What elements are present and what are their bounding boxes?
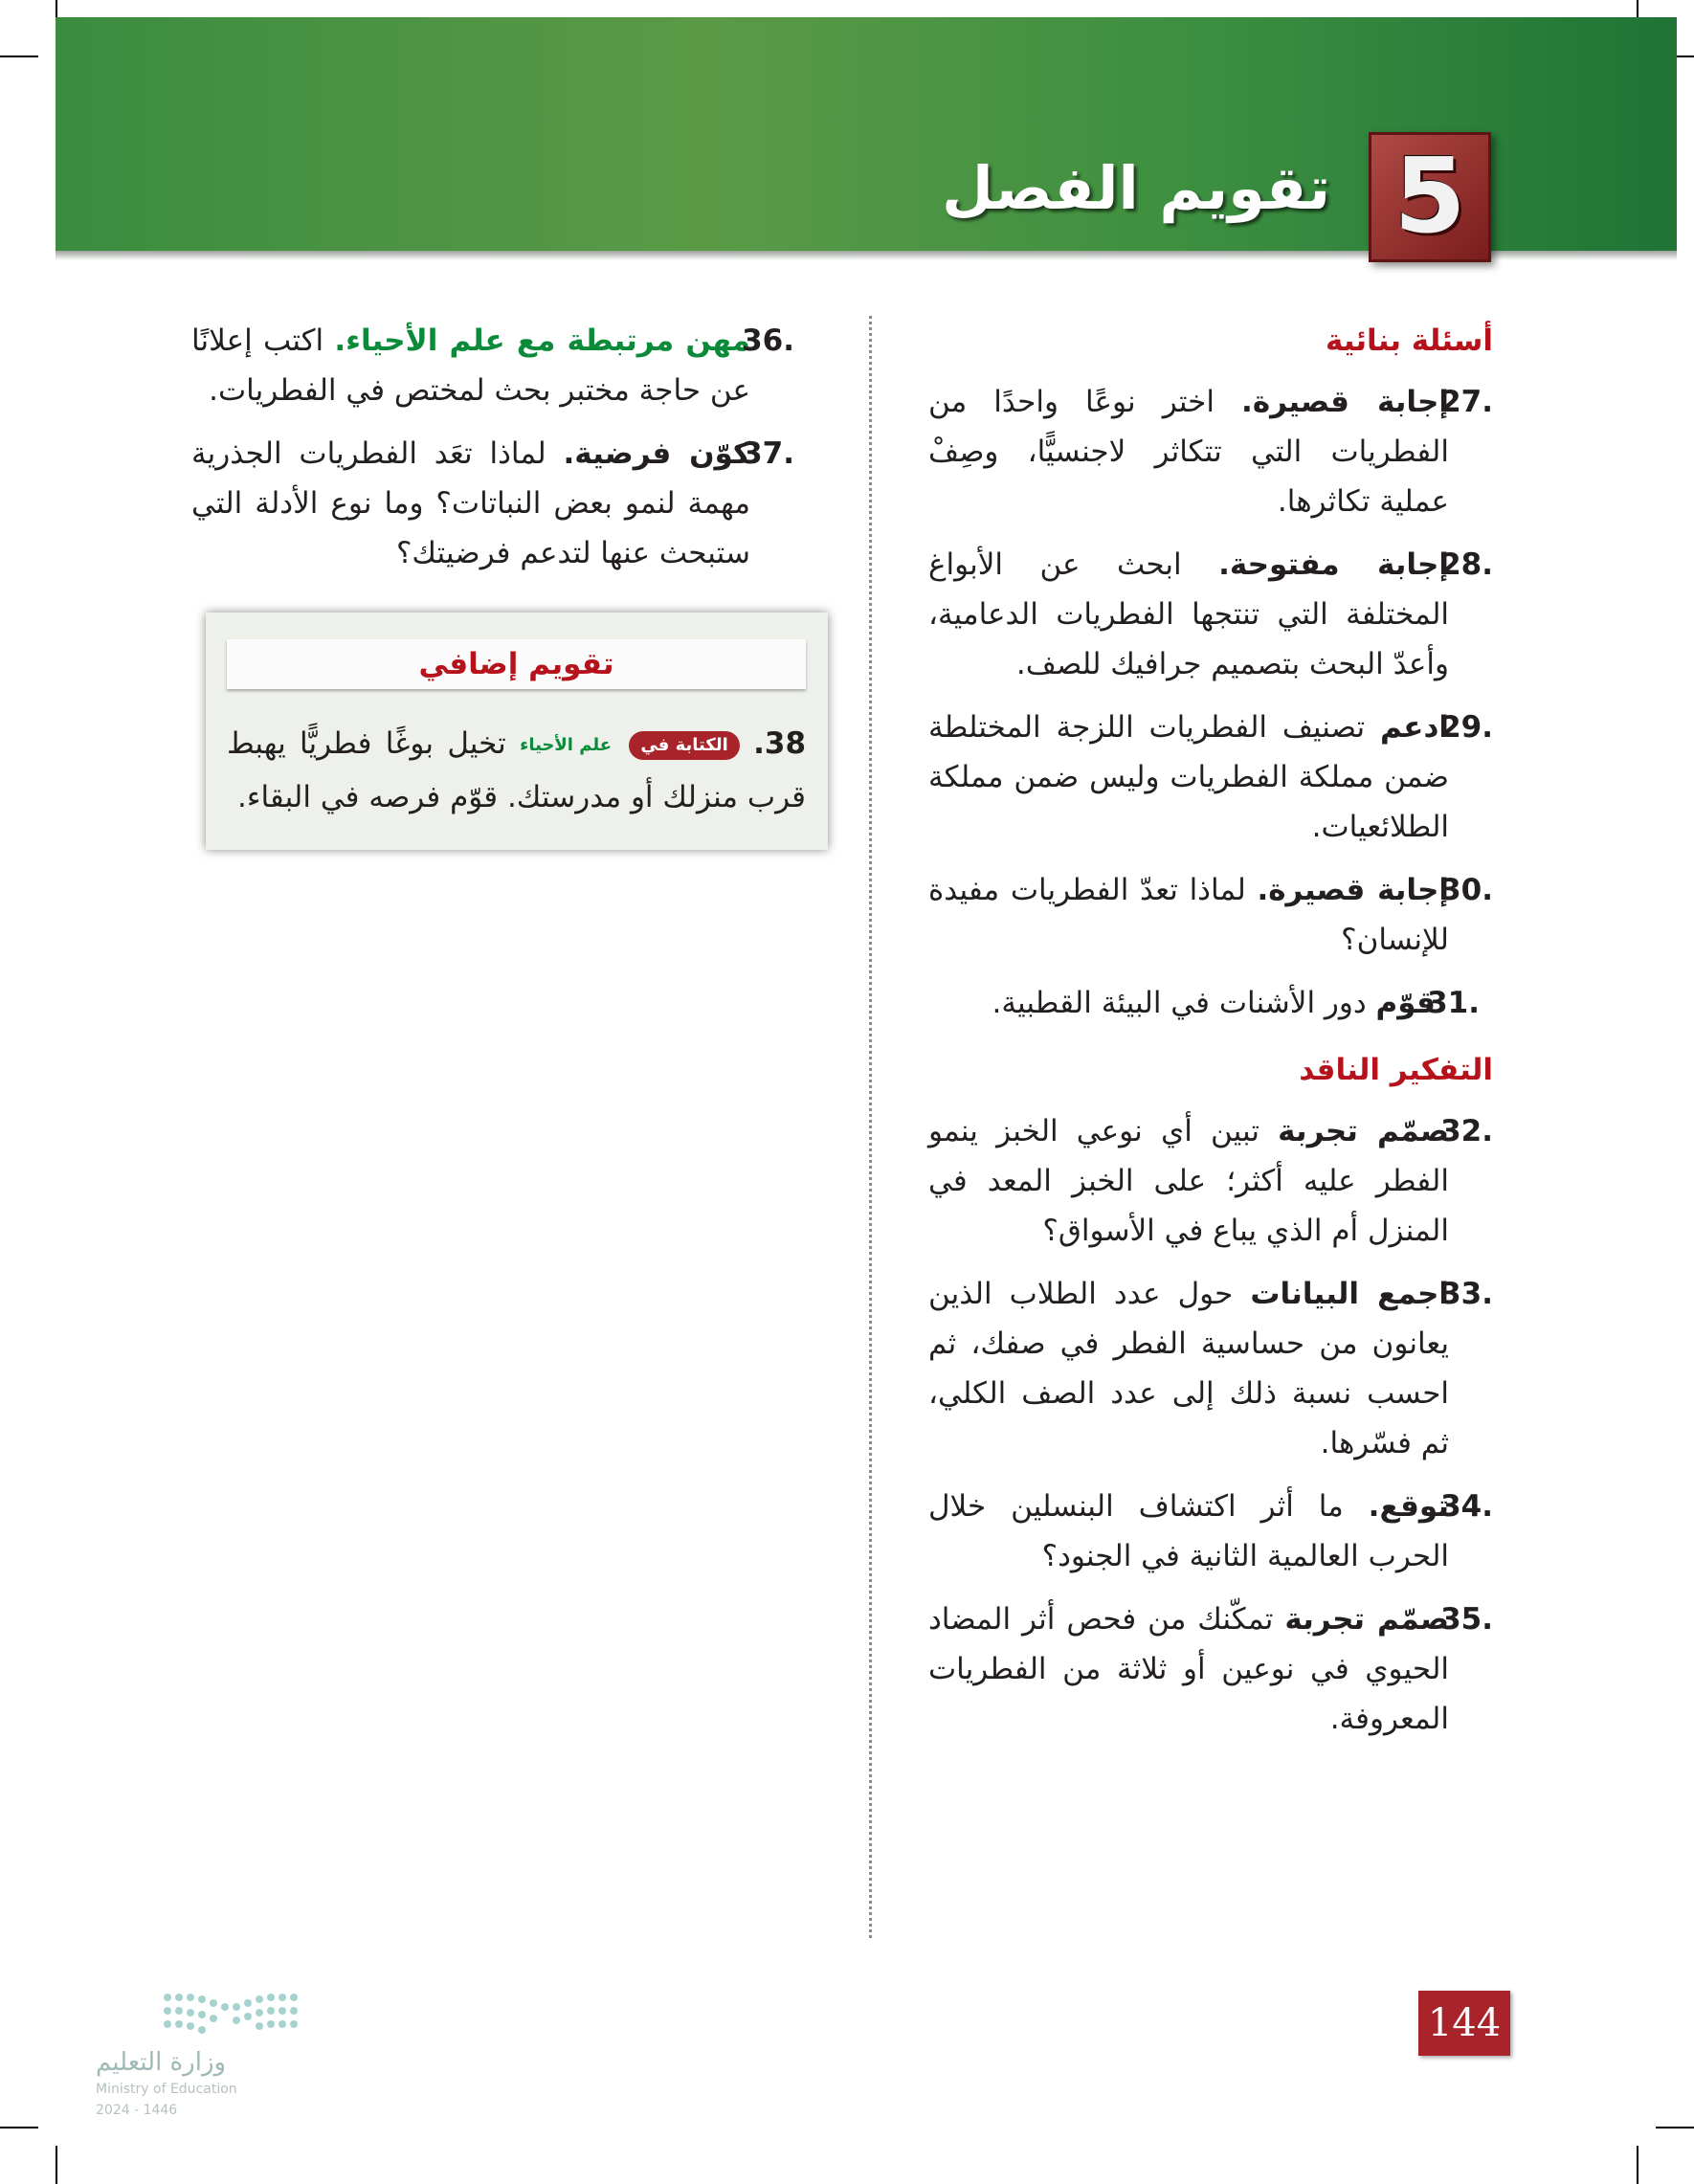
writing-in-tag: الكتابة في xyxy=(629,731,739,760)
question-28: 28. إجابة مفتوحة. ابحث عن الأبواغ المختلفة التي تنتجها الفطريات الدعامية، وأعدّ البحث بتصميم جرافيك للصف. xyxy=(928,547,1493,681)
extra-assessment-box xyxy=(206,613,828,850)
question-31: 31. قوّم دور الأشنات في البيئة القطبية. xyxy=(992,986,1480,1020)
section-title-critical-thinking: التفكير الناقد xyxy=(1299,1053,1493,1087)
question-29: 29. ادعم تصنيف الفطريات اللزجة المختلطة ضمن مملكة الفطريات وليس ضمن مملكة الطلائعيات. xyxy=(928,710,1493,844)
crop-mark xyxy=(1656,2127,1694,2128)
ministry-name-arabic: وزارة التعليم xyxy=(96,2048,227,2077)
page-number: 144 xyxy=(1418,1991,1510,2056)
question-35: 35. صمّم تجربة تمكّنك من فحص أثر المضاد الحيوي في نوعين أو ثلاثة من الفطريات المعروفة. xyxy=(928,1602,1493,1736)
question-34: 34. توقع. ما أثر اكتشاف البنسلين خلال الحرب العالمية الثانية في الجنود؟ xyxy=(928,1489,1493,1573)
question-32: 32. صمّم تجربة تبين أي نوعي الخبز ينمو الفطر عليه أكثر؛ على الخبز المعد في المنزل أم الذي يباع في الأسواق؟ xyxy=(928,1114,1493,1248)
question-37: 37. كوّن فرضية. لماذا تعَد الفطريات الجذرية مهمة لنمو بعض النباتات؟ وما نوع الأدلة التي ستبحث عنها لتدعم فرضيتك؟ xyxy=(191,436,794,570)
right-column xyxy=(928,316,1493,1757)
question-27: 27. إجابة قصيرة. اختر نوعًا واحدًا من الفطريات التي تتكاثر لاجنسيًّا، وصِفْ عملية تكاثرها. xyxy=(928,385,1493,519)
biology-tag: علم الأحياء xyxy=(520,735,613,755)
section-title-constructive: أسئلة بنائية xyxy=(1325,323,1493,358)
crop-mark xyxy=(0,56,38,57)
crop-mark xyxy=(1637,2146,1638,2184)
chapter-number: 5 xyxy=(1393,137,1466,256)
crop-mark xyxy=(56,2146,57,2184)
ministry-year: 2024 - 1446 xyxy=(96,2103,178,2118)
ministry-name-english: Ministry of Education xyxy=(96,2082,237,2097)
question-30: 30. إجابة قصيرة. لماذا تعدّ الفطريات مفيدة للإنسان؟ xyxy=(928,873,1493,957)
question-33: 33. اجمع البيانات حول عدد الطلاب الذين يعانون من حساسية الفطر في صفك، ثم احسب نسبة ذلك إلى عدد الصف الكلي، ثم فسّرها. xyxy=(928,1277,1493,1460)
question-36: 36. مهن مرتبطة مع علم الأحياء. اكتب إعلانًا عن حاجة مختبر بحث لمختص في الفطريات. xyxy=(191,323,794,408)
chapter-number-box xyxy=(1369,132,1491,262)
crop-mark xyxy=(0,2127,38,2128)
chapter-title: تقويم الفصل xyxy=(942,153,1330,223)
question-38: 38. الكتابة في علم الأحياء تخيل بوغًا فطريًّا يهبط قرب منزلك أو مدرستك. قوّم فرصه في البقاء. xyxy=(227,718,806,824)
left-column xyxy=(191,316,794,591)
column-divider xyxy=(869,316,872,1938)
extra-assessment-title: تقويم إضافي xyxy=(227,639,806,689)
